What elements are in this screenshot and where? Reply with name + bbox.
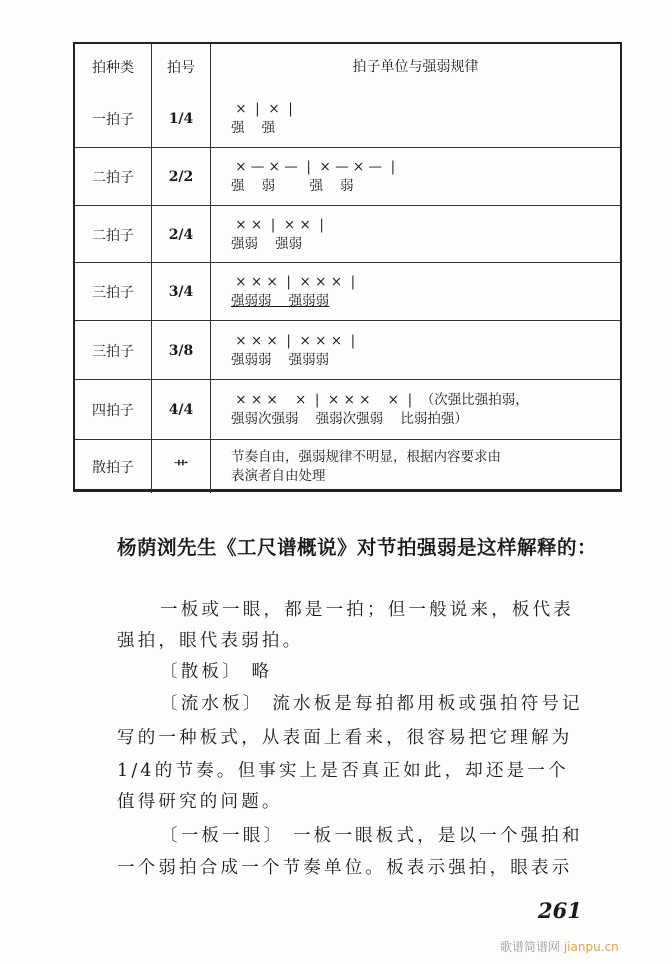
header-type: 拍种类 (75, 44, 152, 90)
body-line: 强拍，眼代表弱拍。 (117, 631, 304, 651)
beat-type: 二拍子 (75, 206, 152, 263)
table-row (75, 147, 620, 206)
beat-strength: 强弱 强弱 (231, 235, 303, 252)
beat-pattern (211, 148, 620, 206)
time-signature: 3/8 (152, 321, 211, 380)
body-line: 〔一板一眼〕 一板一眼板式，是以一个强拍和 (160, 826, 583, 846)
beat-type: 四拍子 (75, 380, 152, 440)
beat-type: 三拍子 (75, 321, 152, 380)
beat-strength: 强弱弱 强弱弱 (231, 293, 330, 309)
watermark-en: jianpu.cn (563, 940, 619, 954)
header-pattern: 拍子单位与强弱规律 (352, 58, 479, 75)
beat-marks: × × × | × × × | (231, 274, 356, 290)
time-signature: 3/4 (152, 263, 211, 321)
beat-pattern (211, 263, 620, 321)
time-signature: 2/2 (152, 148, 211, 206)
lead-sentence: 杨荫浏先生《工尺谱概说》对节拍强弱是这样解释的： (117, 536, 598, 559)
beat-marks: × × | × × | (231, 216, 324, 233)
table-row (75, 439, 620, 493)
body-line: 1/4的节奏。但事实上是否真正如此，却还是一个 (117, 761, 569, 781)
beat-pattern (211, 206, 620, 263)
watermark (500, 938, 619, 955)
body-line: 〔散板〕 略 (160, 662, 273, 682)
table-row (75, 320, 620, 380)
time-signature: 2/4 (152, 206, 211, 263)
beat-type: 三拍子 (75, 263, 152, 321)
beat-strength: 强弱弱 强弱弱 (231, 351, 330, 368)
time-signature: 4/4 (152, 380, 211, 440)
beat-marks: × × × × | × × × × | （次强比强拍弱， (231, 392, 529, 408)
beat-pattern (211, 321, 620, 380)
table-row (75, 262, 620, 321)
beat-type: 二拍子 (75, 148, 152, 206)
beat-pattern (211, 380, 620, 440)
table-row (75, 90, 620, 147)
table-row (75, 379, 620, 440)
table-row (75, 205, 620, 263)
page-number: 261 (538, 898, 582, 923)
header-signature: 拍号 (152, 44, 211, 90)
body-line: 写的一种板式，从表面上看来，很容易把它理解为 (117, 728, 573, 748)
body-line: 值得研究的问题。 (117, 792, 283, 812)
beat-strength: 强 强 (231, 119, 276, 136)
beat-pattern (211, 440, 620, 493)
body-line: 一个弱拍合成一个节奏单位。板表示强拍，眼表示 (117, 858, 573, 878)
time-signature: 艹 (152, 440, 211, 493)
watermark-cn: 歌谱简谱网 (500, 940, 561, 954)
beat-marks: × — × — | × — × — | (231, 159, 396, 175)
body-line: 〔流水板〕 流水板是每拍都用板或强拍符号记 (160, 694, 583, 714)
beat-pattern (211, 90, 620, 147)
beat-marks: 节奏自由，强弱规律不明显，根据内容要求由 (231, 448, 501, 465)
time-signature: 1/4 (152, 90, 211, 147)
body-line: 一板或一眼，都是一拍；但一般说来，板代表 (160, 600, 574, 620)
table-header (75, 44, 620, 90)
beat-strength: 强 弱 强 弱 (231, 178, 354, 194)
beat-marks: × | × | (231, 100, 293, 117)
beat-strength: 表演者自由处理 (231, 467, 326, 484)
beat-strength: 强弱次强弱 强弱次强弱 比弱拍强） (231, 411, 468, 427)
beat-type: 一拍子 (75, 90, 152, 147)
beat-type: 散拍子 (75, 440, 152, 493)
beat-table (73, 42, 622, 492)
beat-marks: × × × | × × × | (231, 332, 356, 349)
